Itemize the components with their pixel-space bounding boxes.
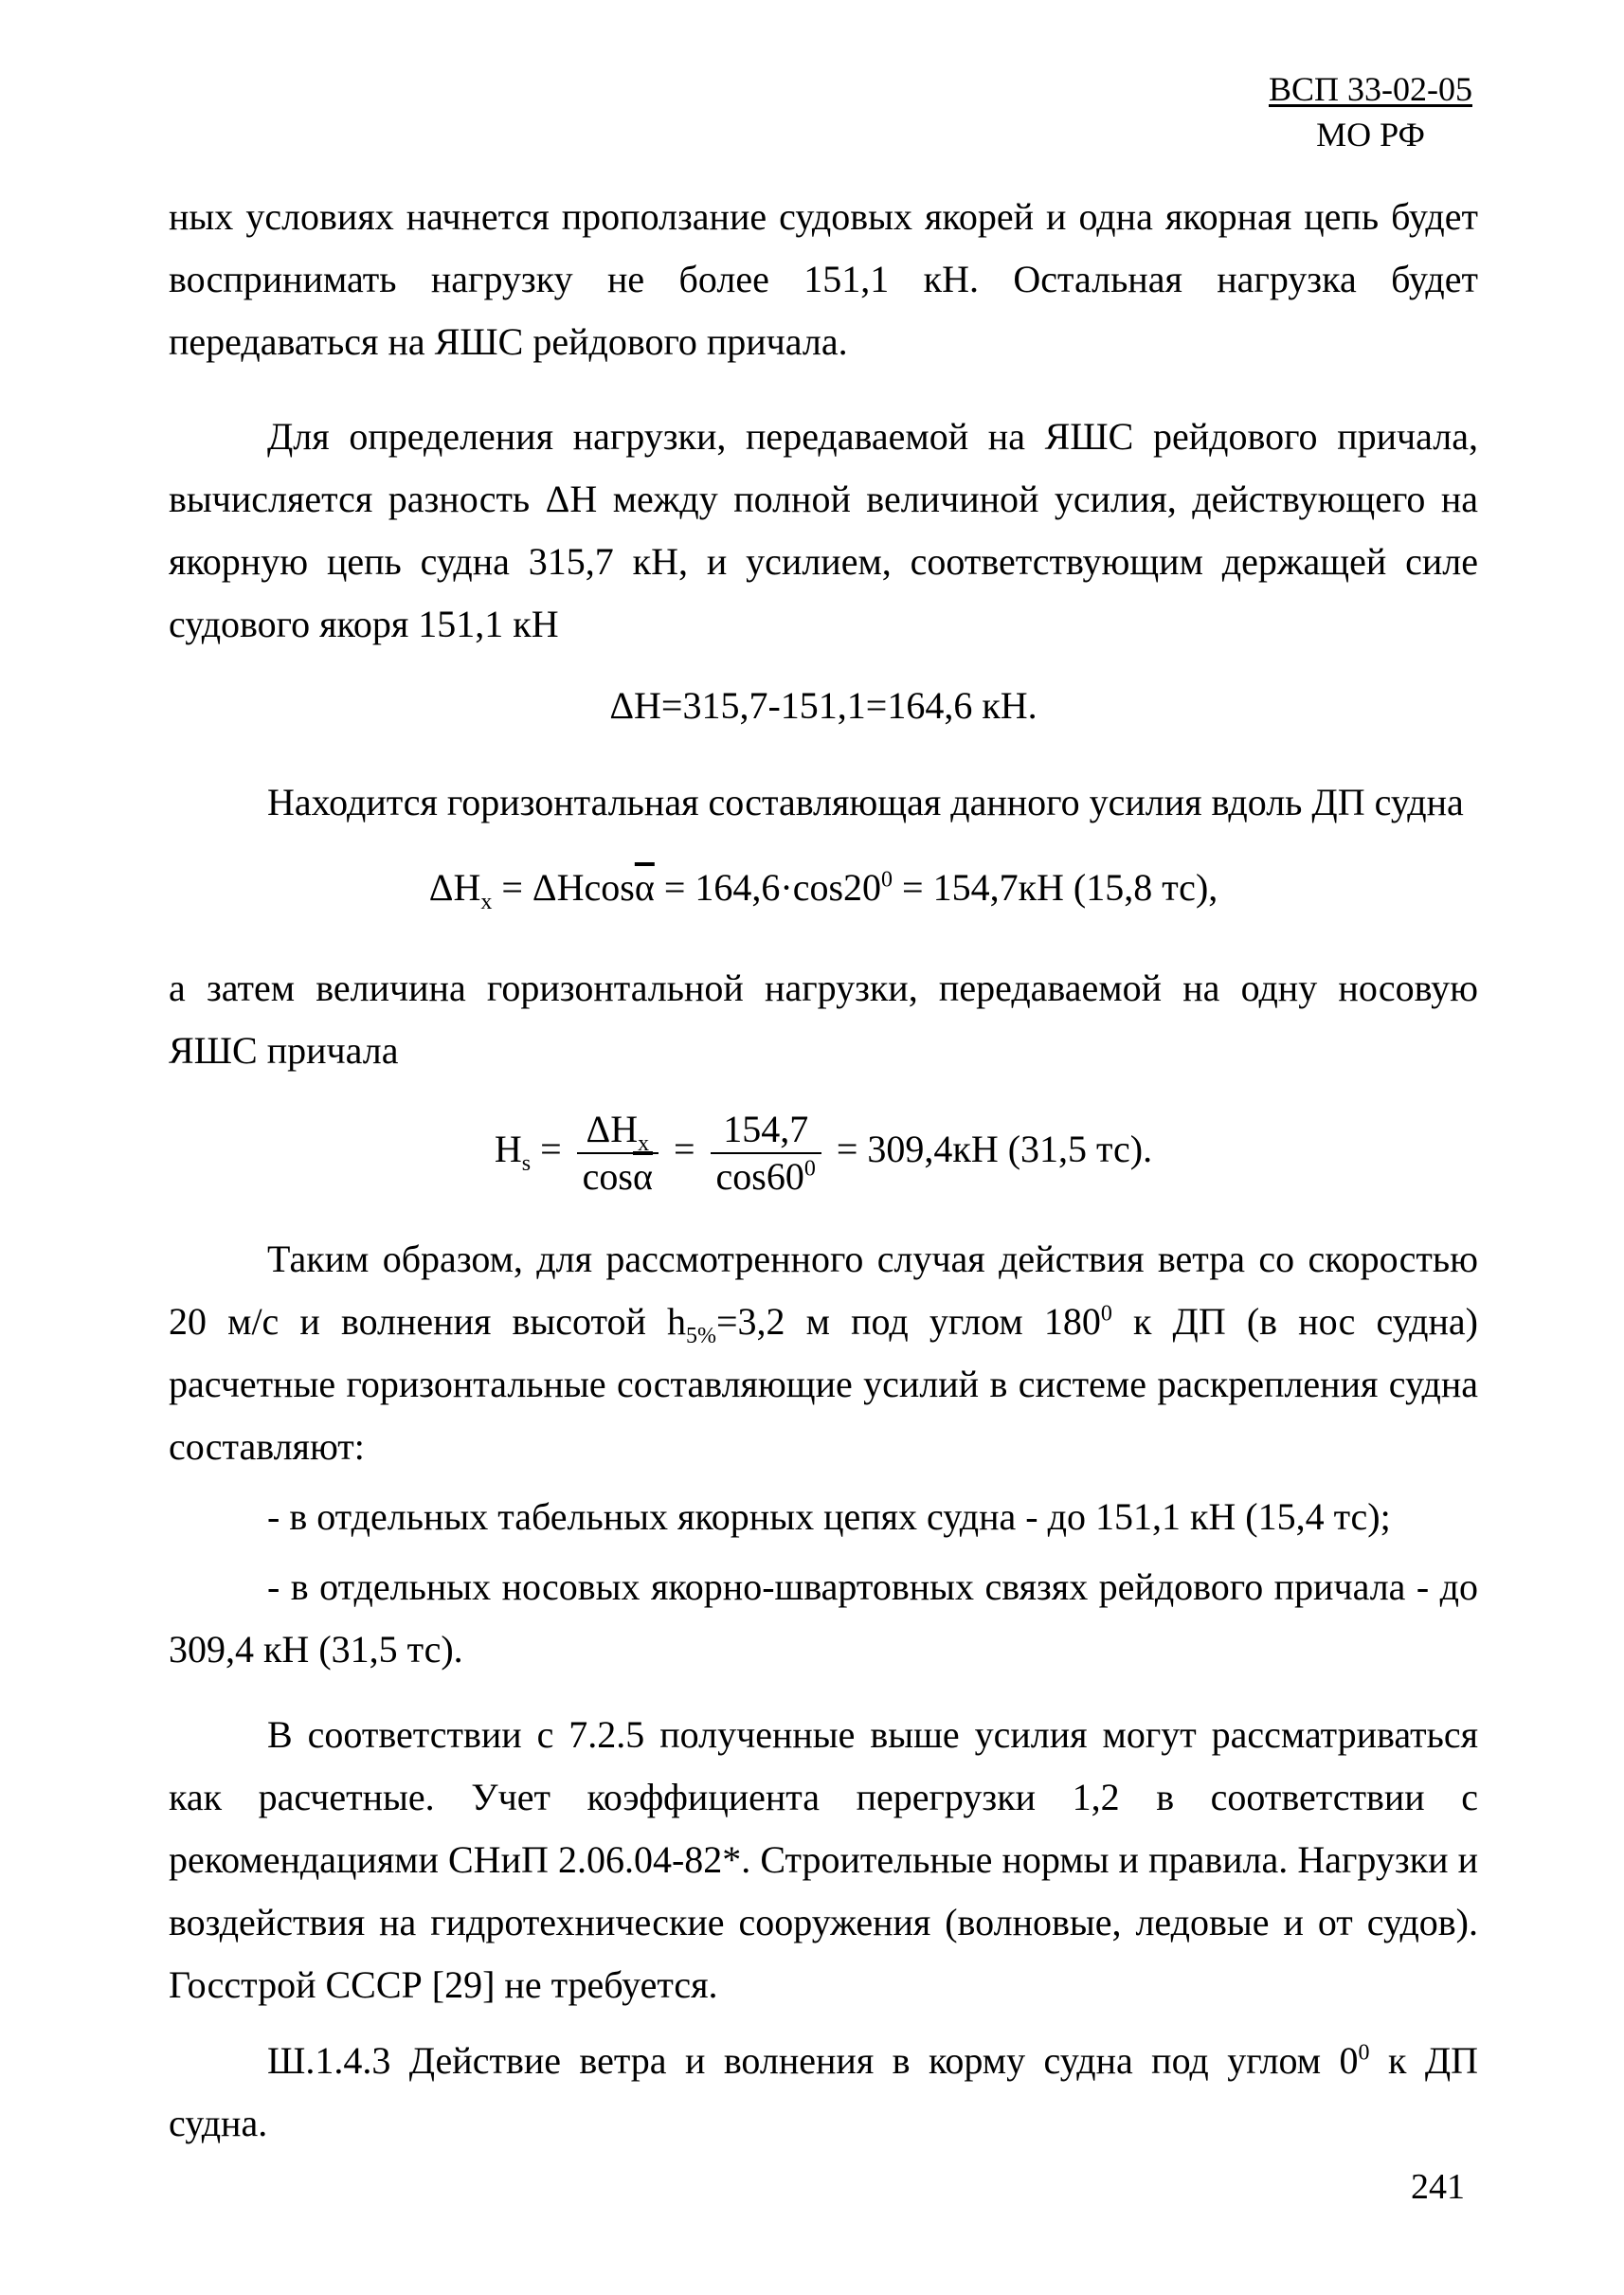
formula-delta-hx [169,857,1478,919]
section-heading [169,2030,1478,2155]
section-heading-part-b: к ДП судна. [169,2039,1478,2144]
paragraph-1: ных условиях начнется проползание судовых якорей и одна якорная цепь будет воспринимать нагрузку не более 151,1 кН. Остальная нагрузка будет передаваться на ЯШС рейдового причала. [169,195,1478,363]
list-item-2: - в отдельных носовых якорно-швартовных связях рейдового причала - до 309,4 кН (31,5 тс). [169,1565,1478,1671]
formula-hs-lhs-sub: s [521,1151,532,1177]
formula-hs-frac2-numerator: 154,7 [711,1107,821,1154]
page-body [169,186,1478,2155]
formula-hs-frac1-den-cos: cos [582,1155,633,1198]
formula-hs-frac1-numerator [577,1107,659,1154]
section-heading-part-a: Ш.1.4.3 Действие ветра и волнения в корму судна под углом 0 [267,2039,1359,2082]
formula-hs-frac2-den-text: cos60 [715,1155,804,1198]
formula-delta-hx-alpha: $\overline{\alpha}$ [634,866,655,909]
formula-delta-hx-deg: 0 [881,867,893,893]
paragraph-2: Для определения нагрузки, передаваемой на ЯШС рейдового причала, вычисляется разность ΔН между полной величиной усилия, действующего на якорную цепь судна 315,7 кН, и усилием, соответствующим держащей силе судового якоря 151,1 кН [169,415,1478,645]
paragraph-4: а затем величина горизонтальной нагрузки, передаваемой на одну носовую ЯШС причала [169,967,1478,1072]
list-item-1: - в отдельных табельных якорных цепях судна - до 151,1 кН (15,4 тс); [267,1495,1391,1538]
formula-hs-eq1: = [531,1128,571,1171]
formula-delta-h-text: ΔН=315,7-151,1=164,6 кН. [609,684,1038,727]
paragraph-5 [169,1228,1478,1478]
formula-hs-fraction-1 [577,1107,659,1200]
document-code: ВСП 33-02-05 [1269,70,1472,108]
formula-hs-frac1-num-sub: x [638,1131,650,1156]
paragraph-5-part-a: Таким образом, для рассмотренного случая действия ветра со скоростью 20 м/с и волнения высотой h [169,1238,1478,1343]
paragraph-3: Находится горизонтальная составляющая данного усилия вдоль ДП судна [267,781,1464,823]
formula-delta-h [169,675,1478,737]
formula-delta-hx-lhs: ΔH [428,866,481,909]
formula-hs [169,1107,1478,1200]
paragraph-5-part-b: =3,2 м под углом 180 [715,1300,1101,1343]
formula-hs-rhs: = 309,4кН (31,5 тс). [826,1128,1153,1171]
formula-hs-frac2-den-sup: 0 [803,1156,816,1182]
paragraph-5-sup: 0 [1100,1301,1112,1327]
formula-hs-fraction-2 [711,1107,821,1200]
formula-hs-frac2-denominator [711,1154,821,1200]
formula-hs-lhs: H [494,1128,522,1171]
document-organization: МО РФ [1316,116,1425,154]
paragraph-8: В соответствии с 7.2.5 полученные выше усилия могут рассматриваться как расчетные. Учет коэффициента перегрузки 1,2 в соответствии с рекомендациями СНиП 2.06.04-82*. Строительные нормы и правила. Нагрузки и воздействия на гидротехнические сооружения (волновые, ледовые и от судов). Госстрой СССР [29] не требуется. [169,1713,1478,2006]
formula-hs-frac1-num-text: ΔH [586,1108,639,1150]
formula-delta-hx-mid1: = ΔHcos [492,866,635,909]
formula-hs-frac1-den-alpha: $\overline{\alpha}$ [633,1155,653,1198]
paragraph-5-part-c: к ДП (в нос судна) расчетные горизонтальные составляющие усилий в системе раскрепления судна составляют: [169,1300,1478,1468]
page-number: 241 [1411,2167,1465,2207]
formula-hs-frac1-denominator [577,1154,659,1200]
formula-delta-hx-mid2: = 164,6·cos20 [654,866,882,909]
paragraph-5-sub: 5% [685,1324,716,1348]
section-heading-sup: 0 [1358,2040,1370,2066]
formula-delta-hx-rhs: = 154,7кН (15,8 тс), [893,866,1218,909]
formula-delta-hx-lhs-sub: x [480,890,493,914]
document-header [1269,66,1472,157]
formula-hs-eq2: = [663,1128,705,1171]
